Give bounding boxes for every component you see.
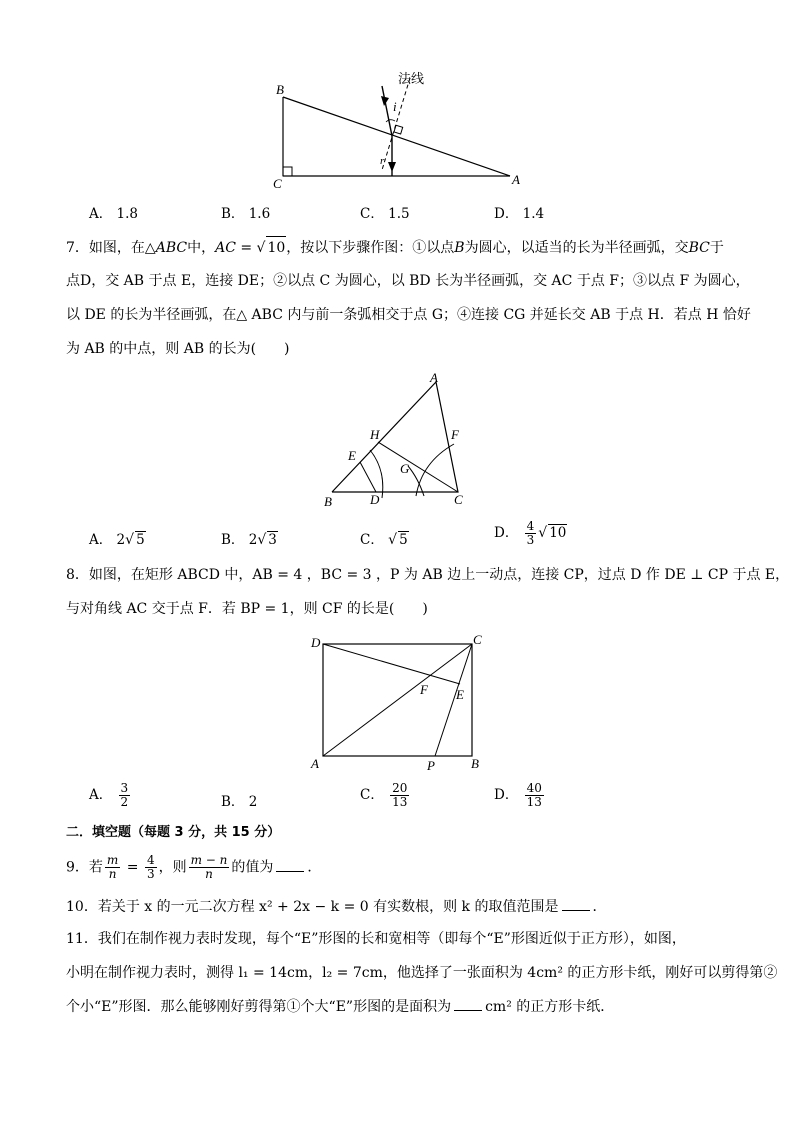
q11-line-2: 小明在制作视力表时，测得 l₁ = 14cm，l₂ = 7cm，他选择了一张面积为 4cm² 的正方形卡纸，刚好可以剪得第②: [66, 965, 778, 981]
q6-angle-i: i: [393, 99, 397, 114]
q9-line: 9．若 $\frac{m}{n}$ = $\frac{4}{3}$ ，则 $\frac{m - n}{n}$ 的值为 ．: [66, 853, 322, 881]
q10-line: 10．若关于 x 的一元二次方程 x² + 2x − k = 0 有实数根，则 k 的取值范围是 ．: [66, 899, 607, 915]
q8-option-b[interactable]: B． 2: [221, 794, 258, 810]
q7-line-1: 7．如图，在△ABC中，AC = √ 10，按以下步骤作图：①以点B为圆心，以适当的长为半径画弧，交BC于: [66, 236, 724, 259]
q6-option-b[interactable]: B． 1.6: [221, 206, 271, 222]
q6-option-a[interactable]: A． 1.8: [89, 206, 139, 222]
q8-line-1: 8．如图，在矩形 ABCD 中，AB = 4 ，BC = 3 ，P 为 AB 边上一动点，连接 CP，过点 D 作 DE ⊥ CP 于点 E，: [66, 567, 790, 583]
q6-option-c[interactable]: C． 1.5: [360, 206, 410, 222]
q6-label-b: B: [276, 82, 284, 97]
q8-option-c[interactable]: C． $\frac{20}{13}$: [360, 781, 408, 809]
section-fill-blank-title: 二．填空题（每题 3 分，共 15 分）: [66, 825, 281, 840]
q6-option-d[interactable]: D． 1.4: [494, 206, 545, 222]
q8-line-2: 与对角线 AC 交于点 F．若 BP = 1，则 CF 的长是( ): [66, 601, 428, 617]
q8-label-b: B: [471, 756, 479, 771]
q11-line-1: 11．我们在制作视力表时发现，每个“E”形图的长和宽相等（即每个“E”形图近似于正方形），如图，: [66, 931, 686, 947]
q7-label-g: G: [400, 461, 410, 476]
q7-label-e: E: [348, 448, 356, 463]
q6-label-c: C: [273, 176, 282, 191]
q6-normal-label: 法线: [398, 72, 425, 87]
q7-label-f: F: [451, 427, 459, 442]
q6-figure: [270, 66, 540, 191]
q7-figure: [320, 370, 480, 512]
q8-option-a[interactable]: A． $\frac{3}{2}$: [89, 781, 129, 809]
q7-option-a[interactable]: A． 2√ 5: [89, 532, 145, 548]
q7-option-d[interactable]: D． $\frac{4}{3}$ √ 10: [494, 519, 567, 547]
q8-label-e: E: [456, 687, 464, 702]
q7-line-2: 点D，交 AB 于点 E，连接 DE；②以点 C 为圆心，以 BD 长为半径画弧，交 AC 于点 F；③以点 F 为圆心，: [66, 273, 750, 289]
q8-label-c: C: [473, 632, 482, 647]
q7-label-d: D: [370, 492, 380, 507]
q7-line-4: 为 AB 的中点，则 AB 的长为( ): [66, 341, 290, 357]
q7-line-3: 以 DE 的长为半径画弧，在△ ABC 内与前一条弧相交于点 G；④连接 CG 并延长交 AB 于点 H．若点 H 恰好: [66, 307, 751, 323]
q7-option-c[interactable]: C． √ 5: [360, 532, 408, 548]
q8-label-a: A: [311, 756, 319, 771]
q6-label-a: A: [512, 172, 520, 187]
q8-label-d: D: [311, 635, 321, 650]
q7-label-b: B: [324, 494, 332, 509]
q8-label-p: P: [427, 758, 435, 773]
q8-figure: [305, 630, 495, 775]
q7-label-c: C: [454, 492, 463, 507]
q9-answer-blank[interactable]: [276, 859, 304, 872]
q6-angle-r: r: [380, 155, 385, 167]
q7-option-b[interactable]: B． 2√ 3: [221, 532, 277, 548]
q11-answer-blank[interactable]: [454, 998, 482, 1011]
q10-answer-blank[interactable]: [562, 898, 590, 911]
q7-label-h: H: [370, 427, 380, 442]
q7-label-a: A: [430, 370, 438, 385]
q8-label-f: F: [420, 682, 428, 697]
q11-line-3: 个小“E”形图．那么能够刚好剪得第①个大“E”形图的是面积为 cm² 的正方形卡纸．: [66, 999, 615, 1015]
q8-option-d[interactable]: D． $\frac{40}{13}$: [494, 781, 542, 809]
